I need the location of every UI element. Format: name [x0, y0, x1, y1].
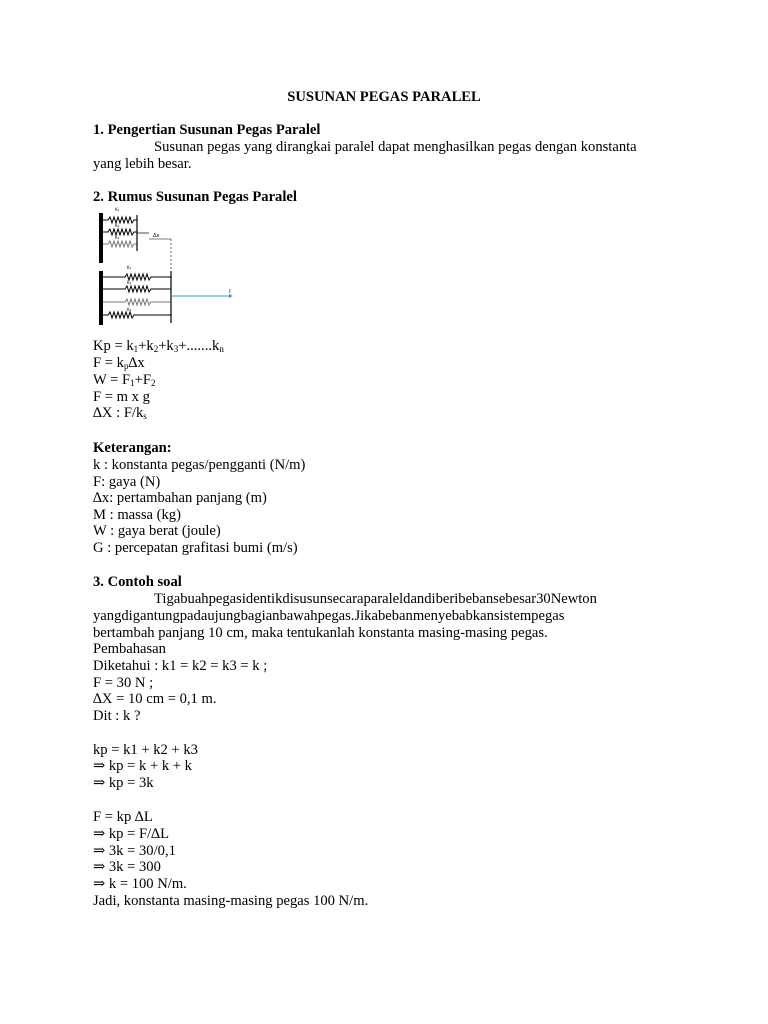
bottom-label-k3: K₃ — [127, 307, 132, 312]
step-line: ⇒ kp = F/∆L — [93, 826, 170, 842]
top-spring-2 — [103, 229, 137, 235]
problem-line-3: bertambah panjang 10 cm, maka tentukanlah konstanta masing-masing pegas. — [93, 625, 548, 641]
keterangan-item: k : konstanta pegas/pengganti (N/m) — [93, 457, 306, 473]
given-line: Diketahui : k1 = k2 = k3 = k ; — [93, 658, 268, 674]
formula-kp: $Kp = k_1+k_2+k_3+.......k_n$ — [93, 338, 224, 354]
section1-text-line2: yang lebih besar. — [93, 156, 192, 172]
keterangan-item: G : percepatan grafitasi bumi (m/s) — [93, 540, 298, 556]
formula-dx: ∆X : $F/k_s$ — [93, 405, 147, 421]
step-line: ⇒ k = 100 N/m. — [93, 876, 187, 892]
bottom-spring-4 — [103, 312, 171, 318]
top-label-k2: K₂ — [115, 223, 120, 228]
keterangan-item: M : massa (kg) — [93, 507, 181, 523]
keterangan-heading: Keterangan: — [93, 440, 172, 456]
keterangan-item: ∆x: pertambahan panjang (m) — [93, 490, 267, 506]
formula-weight: $W = F_1+F_2$ — [93, 372, 156, 388]
top-spring-1 — [103, 217, 137, 223]
keterangan-item: F: gaya (N) — [93, 474, 161, 490]
given-line: Dit : k ? — [93, 708, 141, 724]
formula-force: $F = k_p\Delta x$ — [93, 355, 145, 371]
problem-line-1: Tiga buah pegas identik disusun secara paralel dan diberi beban sebesar 30 Newton — [154, 591, 597, 607]
top-label-k1: K₁ — [115, 207, 120, 212]
step-line: kp = k1 + k2 + k3 — [93, 742, 198, 758]
keterangan-item: W : gaya berat (joule) — [93, 523, 221, 539]
step-line: ⇒ kp = 3k — [93, 775, 154, 791]
top-spring-3 — [103, 241, 137, 247]
given-line: F = 30 N ; — [93, 675, 154, 691]
bottom-spring-1 — [103, 274, 171, 280]
section1-text-line1: Susunan pegas yang dirangkai paralel dapat menghasilkan pegas dengan konstanta — [154, 139, 637, 155]
top-label-k3: K₃ — [115, 235, 120, 240]
bottom-spring-3 — [103, 299, 171, 305]
bottom-spring-2 — [103, 286, 171, 292]
section1-heading: 1. Pengertian Susunan Pegas Paralel — [93, 122, 321, 138]
given-line: ∆X = 10 cm = 0,1 m. — [93, 691, 217, 707]
section2-heading: 2. Rumus Susunan Pegas Paralel — [93, 189, 297, 205]
step-line: ⇒ 3k = 30/0,1 — [93, 843, 176, 859]
conclusion: Jadi, konstanta masing-masing pegas 100 N/m. — [93, 893, 369, 909]
force-label: F — [229, 289, 232, 294]
step-line: F = kp ∆L — [93, 809, 153, 825]
top-wall — [99, 213, 103, 263]
bottom-label-k1: K₁ — [127, 265, 132, 270]
parallel-spring-diagram — [97, 205, 237, 330]
formula-mg: F = m x g — [93, 389, 150, 405]
problem-line-2: yang digantung pada ujung bagian bawah pegas. Jika beban menyebabkan sistem pegas — [93, 608, 565, 624]
pembahasan-label: Pembahasan — [93, 641, 166, 657]
bottom-wall — [99, 271, 103, 325]
section3-heading: 3. Contoh soal — [93, 574, 182, 590]
dx-label: Δx — [153, 233, 160, 239]
force-arrow-head — [229, 294, 233, 298]
bottom-label-k2: K₂ — [127, 280, 132, 285]
step-line: ⇒ 3k = 300 — [93, 859, 161, 875]
step-line: ⇒ kp = k + k + k — [93, 758, 192, 774]
page-title: SUSUNAN PEGAS PARALEL — [287, 89, 481, 105]
